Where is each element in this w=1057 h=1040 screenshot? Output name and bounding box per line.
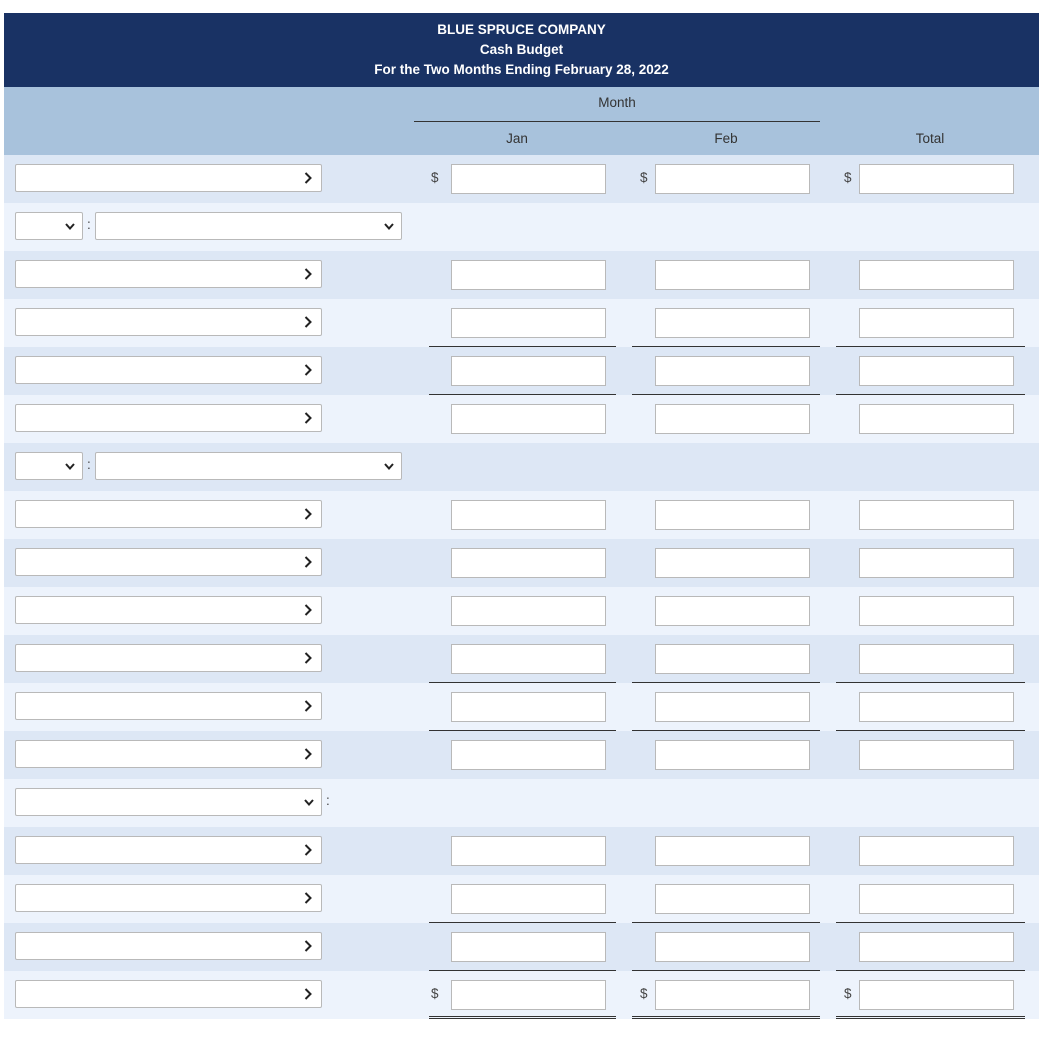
amount-input-total[interactable] xyxy=(859,740,1014,770)
chevron-right-icon xyxy=(303,315,315,329)
amount-input-jan[interactable] xyxy=(451,548,606,578)
chevron-right-icon xyxy=(303,939,315,953)
prefix-select[interactable] xyxy=(15,212,83,240)
chevron-right-icon xyxy=(303,843,315,857)
amount-input-jan[interactable] xyxy=(451,692,606,722)
colon-separator: : xyxy=(87,217,91,232)
account-select[interactable] xyxy=(15,836,322,864)
account-select[interactable] xyxy=(15,164,322,192)
column-header-feb: Feb xyxy=(714,131,738,146)
currency-symbol: $ xyxy=(640,986,648,1001)
table-row xyxy=(4,491,1039,539)
account-select[interactable] xyxy=(15,740,322,768)
amount-input-total[interactable] xyxy=(859,164,1014,194)
chevron-right-icon xyxy=(303,699,315,713)
financing-heading-select[interactable] xyxy=(15,788,322,816)
amount-input-jan[interactable] xyxy=(451,260,606,290)
total-double-underline xyxy=(836,1016,1025,1019)
total-double-underline xyxy=(429,1016,616,1019)
chevron-right-icon xyxy=(303,411,315,425)
amount-input-total[interactable] xyxy=(859,356,1014,386)
statement-name: Cash Budget xyxy=(479,42,564,57)
table-row xyxy=(4,683,1039,731)
amount-input-total[interactable] xyxy=(859,884,1014,914)
currency-symbol: $ xyxy=(431,986,439,1001)
table-row xyxy=(4,827,1039,875)
amount-input-total[interactable] xyxy=(859,260,1014,290)
amount-input-feb[interactable] xyxy=(655,836,810,866)
amount-input-jan[interactable] xyxy=(451,884,606,914)
chevron-right-icon xyxy=(303,507,315,521)
table-row xyxy=(4,443,1039,491)
amount-input-feb[interactable] xyxy=(655,164,810,194)
account-select[interactable] xyxy=(15,260,322,288)
amount-input-total[interactable] xyxy=(859,692,1014,722)
chevron-down-icon xyxy=(383,459,395,473)
table-row xyxy=(4,875,1039,923)
amount-input-total[interactable] xyxy=(859,548,1014,578)
table-row xyxy=(4,347,1039,395)
account-select[interactable] xyxy=(15,596,322,624)
account-select[interactable] xyxy=(15,404,322,432)
chevron-right-icon xyxy=(303,555,315,569)
chevron-right-icon xyxy=(303,267,315,281)
statement-period: For the Two Months Ending February 28, 2022 xyxy=(374,62,669,77)
table-row xyxy=(4,395,1039,443)
table-row xyxy=(4,251,1039,299)
chevron-down-icon xyxy=(303,795,315,809)
chevron-right-icon xyxy=(303,363,315,377)
currency-symbol: $ xyxy=(431,170,439,185)
cash-budget-form xyxy=(4,13,1039,1019)
table-row xyxy=(4,587,1039,635)
account-select[interactable] xyxy=(15,308,322,336)
section-select[interactable] xyxy=(95,212,402,240)
amount-input-feb[interactable] xyxy=(655,596,810,626)
amount-input-jan[interactable] xyxy=(451,356,606,386)
table-row xyxy=(4,203,1039,251)
account-select[interactable] xyxy=(15,932,322,960)
amount-input-feb[interactable] xyxy=(655,980,810,1010)
amount-input-feb[interactable] xyxy=(655,692,810,722)
amount-input-total[interactable] xyxy=(859,836,1014,866)
total-double-underline xyxy=(632,1016,820,1019)
currency-symbol: $ xyxy=(640,170,648,185)
colon-separator: : xyxy=(326,793,330,808)
table-row xyxy=(4,155,1039,203)
currency-symbol: $ xyxy=(844,986,852,1001)
chevron-right-icon xyxy=(303,891,315,905)
chevron-down-icon xyxy=(64,459,76,473)
amount-input-jan[interactable] xyxy=(451,164,606,194)
column-header-total: Total xyxy=(915,131,945,146)
column-header-jan: Jan xyxy=(506,131,528,146)
amount-input-jan[interactable] xyxy=(451,308,606,338)
company-name: BLUE SPRUCE COMPANY xyxy=(437,22,606,37)
table-row xyxy=(4,779,1039,827)
chevron-right-icon xyxy=(303,651,315,665)
amount-input-total[interactable] xyxy=(859,596,1014,626)
amount-input-feb[interactable] xyxy=(655,644,810,674)
amount-input-jan[interactable] xyxy=(451,740,606,770)
table-row xyxy=(4,923,1039,971)
amount-input-feb[interactable] xyxy=(655,500,810,530)
column-header-band xyxy=(4,87,1039,155)
account-select[interactable] xyxy=(15,692,322,720)
amount-input-total[interactable] xyxy=(859,404,1014,434)
chevron-right-icon xyxy=(303,171,315,185)
month-group-label: Month xyxy=(598,95,636,110)
account-select[interactable] xyxy=(15,884,322,912)
amount-input-jan[interactable] xyxy=(451,404,606,434)
account-select[interactable] xyxy=(15,548,322,576)
chevron-right-icon xyxy=(303,987,315,1001)
table-row xyxy=(4,971,1039,1019)
amount-input-total[interactable] xyxy=(859,500,1014,530)
month-group-rule xyxy=(414,121,820,122)
table-row xyxy=(4,539,1039,587)
amount-input-total[interactable] xyxy=(859,644,1014,674)
amount-input-jan[interactable] xyxy=(451,644,606,674)
budget-rows xyxy=(4,155,1039,1019)
chevron-right-icon xyxy=(303,603,315,617)
title-bar xyxy=(4,13,1039,87)
table-row xyxy=(4,731,1039,779)
account-select[interactable] xyxy=(15,356,322,384)
colon-separator: : xyxy=(87,457,91,472)
amount-input-feb[interactable] xyxy=(655,740,810,770)
currency-symbol: $ xyxy=(844,170,852,185)
amount-input-jan[interactable] xyxy=(451,836,606,866)
chevron-right-icon xyxy=(303,747,315,761)
table-row xyxy=(4,635,1039,683)
section-select[interactable] xyxy=(95,452,402,480)
amount-input-feb[interactable] xyxy=(655,932,810,962)
amount-input-feb[interactable] xyxy=(655,356,810,386)
account-select[interactable] xyxy=(15,644,322,672)
amount-input-total[interactable] xyxy=(859,980,1014,1010)
amount-input-jan[interactable] xyxy=(451,980,606,1010)
account-select[interactable] xyxy=(15,980,322,1008)
amount-input-total[interactable] xyxy=(859,932,1014,962)
amount-input-feb[interactable] xyxy=(655,548,810,578)
amount-input-feb[interactable] xyxy=(655,260,810,290)
prefix-select[interactable] xyxy=(15,452,83,480)
amount-input-total[interactable] xyxy=(859,308,1014,338)
amount-input-feb[interactable] xyxy=(655,884,810,914)
amount-input-feb[interactable] xyxy=(655,404,810,434)
amount-input-jan[interactable] xyxy=(451,500,606,530)
amount-input-jan[interactable] xyxy=(451,932,606,962)
amount-input-feb[interactable] xyxy=(655,308,810,338)
chevron-down-icon xyxy=(383,219,395,233)
table-row xyxy=(4,299,1039,347)
chevron-down-icon xyxy=(64,219,76,233)
account-select[interactable] xyxy=(15,500,322,528)
amount-input-jan[interactable] xyxy=(451,596,606,626)
